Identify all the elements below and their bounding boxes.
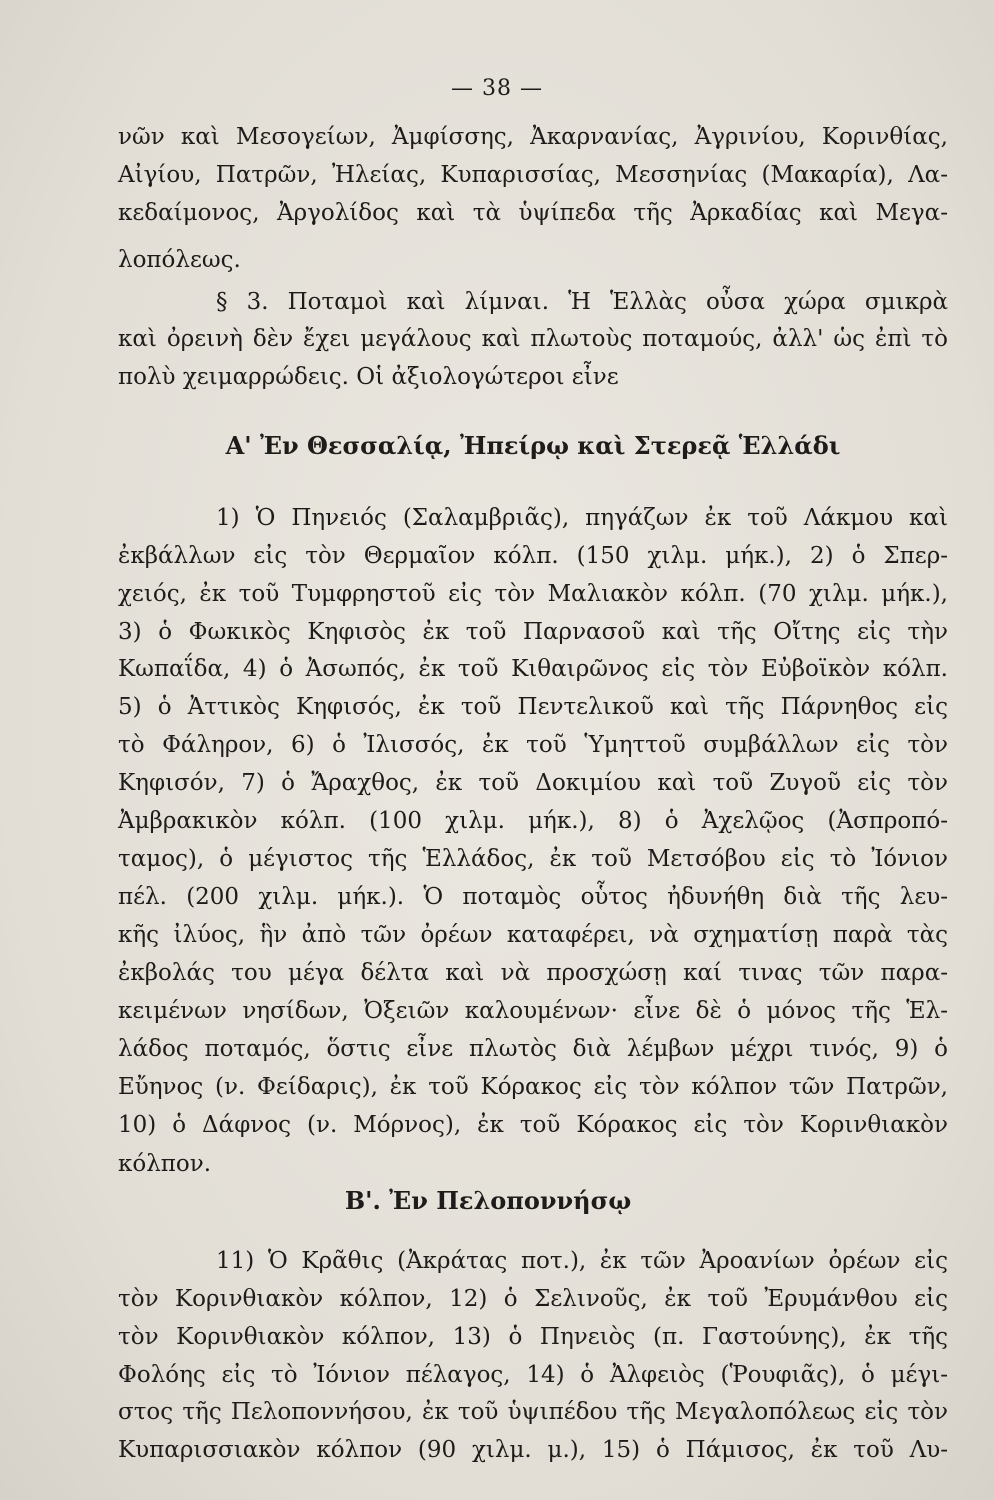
text-line: 3) ὁ Φωκικὸς Κηφισὸς ἐκ τοῦ Παρνασοῦ καὶ τῆς Οἴτης εἰς τὴν: [118, 619, 948, 645]
text-line: στος τῆς Πελοποννήσου, ἐκ τοῦ ὑψιπέδου τῆς Μεγαλοπόλεως εἰς τὸν: [118, 1399, 948, 1425]
text-line: πολὺ χειμαρρώδεις. Οἱ ἀξιολογώτεροι εἶνε: [118, 364, 619, 390]
text-line: τὸν Κορινθιακὸν κόλπον, 13) ὁ Πηνειὸς (π. Γαστούνης), ἐκ τῆς: [118, 1324, 948, 1350]
text-line: ἐκβάλλων εἰς τὸν Θερμαῖον κόλπ. (150 χιλμ. μήκ.), 2) ὁ Σπερ-: [118, 543, 948, 569]
text-line: Αἰγίου, Πατρῶν, Ἠλείας, Κυπαρισσίας, Μεσσηνίας (Μακαρία), Λα-: [118, 162, 948, 188]
subheading-b: Β'. Ἐν Πελοποννήσῳ: [344, 1186, 632, 1215]
text-line: χειός, ἐκ τοῦ Τυμφρηστοῦ εἰς τὸν Μαλιακὸν κόλπ. (70 χιλμ. μήκ.),: [118, 581, 948, 607]
page-number: — 38 —: [451, 76, 543, 101]
text-line: κόλπον.: [118, 1151, 212, 1177]
text-line: κῆς ἰλύος, ἣν ἀπὸ τῶν ὀρέων καταφέρει, νὰ σχηματίσῃ παρὰ τὰς: [118, 922, 948, 948]
text-line: 1) Ὁ Πηνειός (Σαλαμβριᾶς), πηγάζων ἐκ τοῦ Λάκμου καὶ: [216, 505, 948, 531]
text-line: 11) Ὁ Κρᾶθις (Ἀκράτας ποτ.), ἐκ τῶν Ἀροανίων ὀρέων εἰς: [216, 1248, 948, 1274]
text-line: κειμένων νησίδων, Ὀξειῶν καλουμένων· εἶνε δὲ ὁ μόνος τῆς Ἑλ-: [118, 998, 948, 1024]
text-line: κεδαίμονος, Ἀργολίδος καὶ τὰ ὑψίπεδα τῆς Ἀρκαδίας καὶ Μεγα-: [118, 200, 948, 226]
text-line: καὶ ὀρεινὴ δὲν ἔχει μεγάλους καὶ πλωτοὺς ποταμούς, ἀλλ' ὡς ἐπὶ τὸ: [118, 326, 948, 352]
text-line: 5) ὁ Ἀττικὸς Κηφισός, ἐκ τοῦ Πεντελικοῦ καὶ τῆς Πάρνηθος εἰς: [118, 694, 948, 720]
text-line: Κηφισόν, 7) ὁ Ἄραχθος, ἐκ τοῦ Δοκιμίου καὶ τοῦ Ζυγοῦ εἰς τὸν: [118, 770, 948, 796]
text-line: Κυπαρισσιακὸν κόλπον (90 χιλμ. μ.), 15) ὁ Πάμισος, ἐκ τοῦ Λυ-: [118, 1437, 948, 1463]
text-line: τὸν Κορινθιακὸν κόλπον, 12) ὁ Σελινοῦς, ἐκ τοῦ Ἐρυμάνθου εἰς: [118, 1286, 948, 1312]
text-line: Ἀμβρακικὸν κόλπ. (100 χιλμ. μήκ.), 8) ὁ Ἀχελῷος (Ἀσπροπό-: [118, 808, 948, 834]
text-line: λάδος ποταμός, ὅστις εἶνε πλωτὸς διὰ λέμβων μέχρι τινός, 9) ὁ: [118, 1036, 948, 1062]
text-line: Φολόης εἰς τὸ Ἰόνιον πέλαγος, 14) ὁ Ἀλφειὸς (Ῥουφιᾶς), ὁ μέγι-: [118, 1362, 948, 1388]
text-line: ἐκβολάς του μέγα δέλτα καὶ νὰ προσχώσῃ καί τινας τῶν παρα-: [118, 960, 948, 986]
text-line: Κωπαΐδα, 4) ὁ Ἀσωπός, ἐκ τοῦ Κιθαιρῶνος εἰς τὸν Εὐβοϊκὸν κόλπ.: [118, 656, 948, 682]
text-line: Εὔηνος (ν. Φείδαρις), ἐκ τοῦ Κόρακος εἰς τὸν κόλπον τῶν Πατρῶν,: [118, 1074, 948, 1100]
text-line: λοπόλεως.: [118, 247, 241, 273]
text-line: 10) ὁ Δάφνος (ν. Μόρνος), ἐκ τοῦ Κόρακος εἰς τὸν Κορινθιακὸν: [118, 1112, 948, 1138]
section-title-line: § 3. Ποταμοὶ καὶ λίμναι. Ἡ Ἑλλὰς οὖσα χώρα σμικρὰ: [216, 289, 948, 315]
text-line: ταμος), ὁ μέγιστος τῆς Ἑλλάδος, ἐκ τοῦ Μετσόβου εἰς τὸ Ἰόνιον: [118, 846, 948, 872]
subheading-a: Α' Ἐν Θεσσαλίᾳ, Ἠπείρῳ καὶ Στερεᾷ Ἑλλάδι: [225, 431, 841, 460]
text-line: πέλ. (200 χιλμ. μήκ.). Ὁ ποταμὸς οὗτος ἠδυνήθη διὰ τῆς λευ-: [118, 884, 948, 910]
text-line: νῶν καὶ Μεσογείων, Ἀμφίσσης, Ἀκαρνανίας, Ἀγρινίου, Κορινθίας,: [118, 124, 948, 150]
text-line: τὸ Φάληρον, 6) ὁ Ἰλισσός, ἐκ τοῦ Ὑμηττοῦ συμβάλλων εἰς τὸν: [118, 732, 948, 758]
